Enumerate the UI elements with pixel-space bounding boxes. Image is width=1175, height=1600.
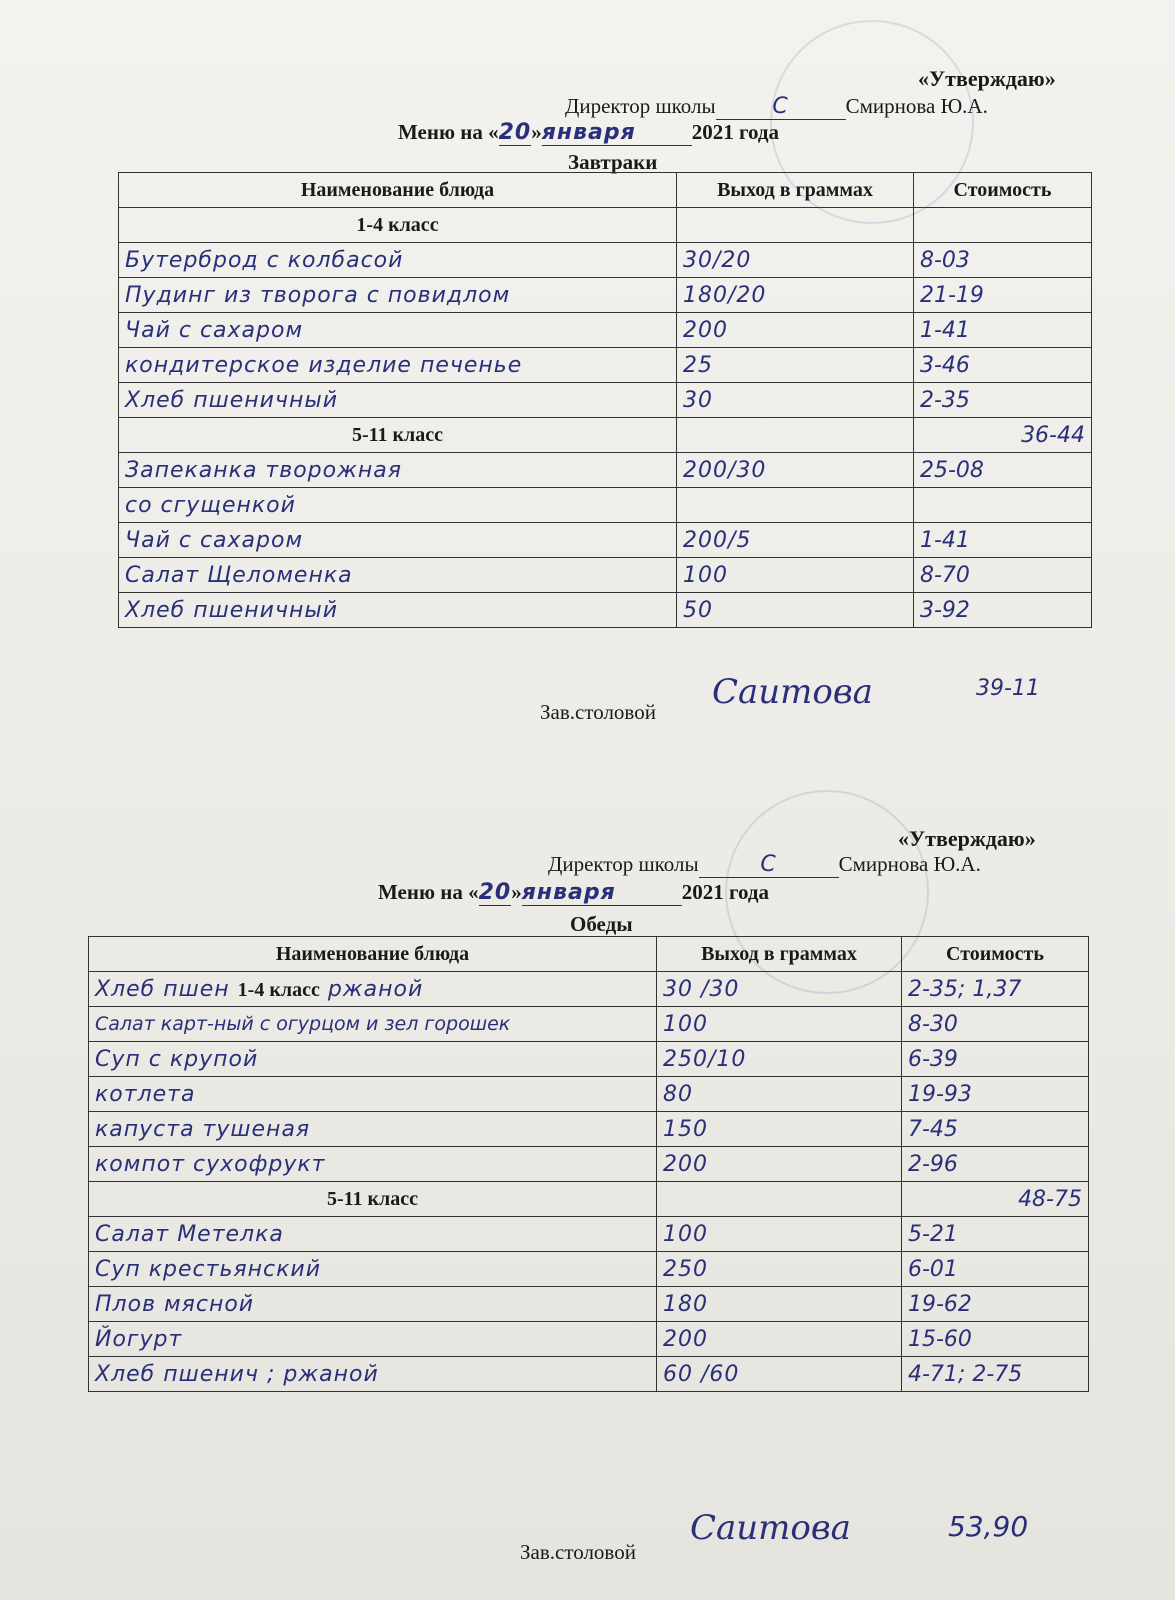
table-row	[89, 1147, 1089, 1182]
menu-year: 2021 года	[691, 120, 780, 144]
dish-weight: 150	[657, 1112, 902, 1147]
menu-day: 20	[478, 880, 512, 905]
dish-name: со сгущенкой	[119, 488, 677, 523]
dish-cost: 19-93	[902, 1077, 1089, 1112]
dish-weight: 60 /60	[657, 1357, 902, 1392]
dish-cost: 1-41	[914, 313, 1092, 348]
dish-cost: 6-39	[902, 1042, 1089, 1077]
header-dish-name: Наименование блюда	[89, 937, 657, 972]
director-signature: С	[760, 852, 777, 877]
director-signature: С	[772, 94, 789, 119]
menu-month: января	[542, 120, 692, 146]
dish-cost: 19-62	[902, 1287, 1089, 1322]
header-dish-name: Наименование блюда	[119, 173, 677, 208]
header-weight: Выход в граммах	[657, 937, 902, 972]
lunch-table	[88, 936, 1089, 1392]
table-row	[119, 488, 1092, 523]
section-title: Обеды	[570, 912, 633, 936]
menu-quote: »	[511, 880, 522, 904]
table-row	[119, 243, 1092, 278]
director-label: Директор школы	[565, 94, 716, 118]
dish-weight: 250	[657, 1252, 902, 1287]
dish-cost: 1-41	[914, 523, 1092, 558]
dish-weight: 100	[657, 1217, 902, 1252]
dish-weight: 200	[657, 1322, 902, 1357]
manager-signature: Саитова	[690, 1508, 851, 1548]
dish-weight: 180	[657, 1287, 902, 1322]
menu-month: января	[522, 880, 682, 906]
dish-cost: 8-03	[914, 243, 1092, 278]
director-name: Смирнова Ю.А.	[845, 94, 988, 118]
grand-total: 39-11	[976, 676, 1040, 701]
dish-weight: 250/10	[657, 1042, 902, 1077]
dish-cost: 2-35	[914, 383, 1092, 418]
dish-cost: 7-45	[902, 1112, 1089, 1147]
dish-cost	[914, 488, 1092, 523]
menu-quote: »	[531, 120, 542, 144]
manager-signature: Саитова	[712, 672, 873, 712]
table-row	[119, 523, 1092, 558]
group-label: 1-4 класс	[237, 978, 320, 1001]
dish-name-part: ржаной	[327, 976, 424, 1002]
dish-name	[89, 972, 657, 1007]
header-weight: Выход в граммах	[677, 173, 914, 208]
dish-weight: 80	[657, 1077, 902, 1112]
dish-name: Бутерброд с колбасой	[119, 243, 677, 278]
group-label: 1-4 класс	[119, 208, 677, 243]
header-cost: Стоимость	[902, 937, 1089, 972]
dish-cost: 15-60	[902, 1322, 1089, 1357]
dish-cost: 8-70	[914, 558, 1092, 593]
dish-name: Чай с сахаром	[119, 523, 677, 558]
manager-line	[520, 1540, 636, 1565]
dish-cost: 5-21	[902, 1217, 1089, 1252]
dish-name: Запеканка творожная	[119, 453, 677, 488]
dish-name-part: Хлеб пшен	[95, 976, 230, 1002]
table-row	[119, 348, 1092, 383]
manager-label: Зав.столовой	[520, 1540, 636, 1564]
table-row	[89, 972, 1089, 1007]
dish-name: Йогурт	[89, 1322, 657, 1357]
header-cost: Стоимость	[914, 173, 1092, 208]
menu-day: 20	[498, 120, 532, 145]
director-label: Директор школы	[548, 852, 699, 876]
dish-name: Пудинг из творога с повидлом	[119, 278, 677, 313]
table-row	[89, 1322, 1089, 1357]
table-row	[89, 1357, 1089, 1392]
dish-name: компот сухофрукт	[89, 1147, 657, 1182]
table-row	[119, 313, 1092, 348]
dish-weight	[677, 488, 914, 523]
table-row	[89, 1112, 1089, 1147]
table-row	[89, 1287, 1089, 1322]
menu-date-line	[378, 880, 769, 906]
dish-cost: 25-08	[914, 453, 1092, 488]
dish-name: Суп крестьянский	[89, 1252, 657, 1287]
table-row	[119, 278, 1092, 313]
group-label: 5-11 класс	[89, 1182, 657, 1217]
dish-name: Хлеб пшеничный	[119, 593, 677, 628]
dish-name: Салат карт-ный с огурцом и зел горошек	[89, 1007, 657, 1042]
dish-weight: 25	[677, 348, 914, 383]
table-row	[119, 383, 1092, 418]
dish-name: Хлеб пшеничный	[119, 383, 677, 418]
dish-name: кондитерское изделие печенье	[119, 348, 677, 383]
approve-heading: «Утверждаю»	[898, 826, 1036, 851]
dish-weight: 100	[657, 1007, 902, 1042]
director-name: Смирнова Ю.А.	[838, 852, 981, 876]
dish-name: Чай с сахаром	[119, 313, 677, 348]
breakfast-table	[118, 172, 1092, 628]
table-row	[119, 558, 1092, 593]
menu-date-line	[398, 120, 779, 146]
dish-weight: 200	[677, 313, 914, 348]
dish-name: котлета	[89, 1077, 657, 1112]
dish-cost: 2-96	[902, 1147, 1089, 1182]
dish-cost: 3-46	[914, 348, 1092, 383]
dish-weight: 200	[657, 1147, 902, 1182]
manager-label: Зав.столовой	[540, 700, 656, 724]
dish-weight: 30	[677, 383, 914, 418]
table-row	[89, 1077, 1089, 1112]
dish-cost: 3-92	[914, 593, 1092, 628]
section-title: Завтраки	[568, 150, 658, 174]
menu-year: 2021 года	[681, 880, 770, 904]
table-row	[89, 1252, 1089, 1287]
table-row	[89, 1007, 1089, 1042]
dish-weight: 200/5	[677, 523, 914, 558]
approve-heading: «Утверждаю»	[918, 66, 1056, 91]
dish-name: Плов мясной	[89, 1287, 657, 1322]
dish-name: капуста тушеная	[89, 1112, 657, 1147]
dish-cost: 21-19	[914, 278, 1092, 313]
director-line	[548, 852, 981, 878]
table-row	[89, 1217, 1089, 1252]
manager-line	[540, 700, 656, 725]
dish-weight: 180/20	[677, 278, 914, 313]
menu-label: Меню на «	[378, 880, 479, 904]
dish-weight: 100	[677, 558, 914, 593]
group-label: 5-11 класс	[119, 418, 677, 453]
menu-label: Меню на «	[398, 120, 499, 144]
dish-cost: 8-30	[902, 1007, 1089, 1042]
grand-total: 53,90	[948, 1510, 1029, 1543]
dish-weight: 30/20	[677, 243, 914, 278]
table-row	[119, 593, 1092, 628]
dish-cost: 2-35; 1,37	[902, 972, 1089, 1007]
dish-cost: 6-01	[902, 1252, 1089, 1287]
dish-cost: 4-71; 2-75	[902, 1357, 1089, 1392]
table-row	[89, 1042, 1089, 1077]
dish-weight: 30 /30	[657, 972, 902, 1007]
dish-name: Суп с крупой	[89, 1042, 657, 1077]
table-row	[119, 453, 1092, 488]
dish-name: Салат Метелка	[89, 1217, 657, 1252]
dish-weight: 50	[677, 593, 914, 628]
group-total: 48-75	[902, 1182, 1089, 1217]
dish-name: Салат Щеломенка	[119, 558, 677, 593]
dish-weight: 200/30	[677, 453, 914, 488]
dish-name: Хлеб пшенич ; ржаной	[89, 1357, 657, 1392]
director-line	[565, 94, 988, 120]
group-total: 36-44	[914, 418, 1092, 453]
